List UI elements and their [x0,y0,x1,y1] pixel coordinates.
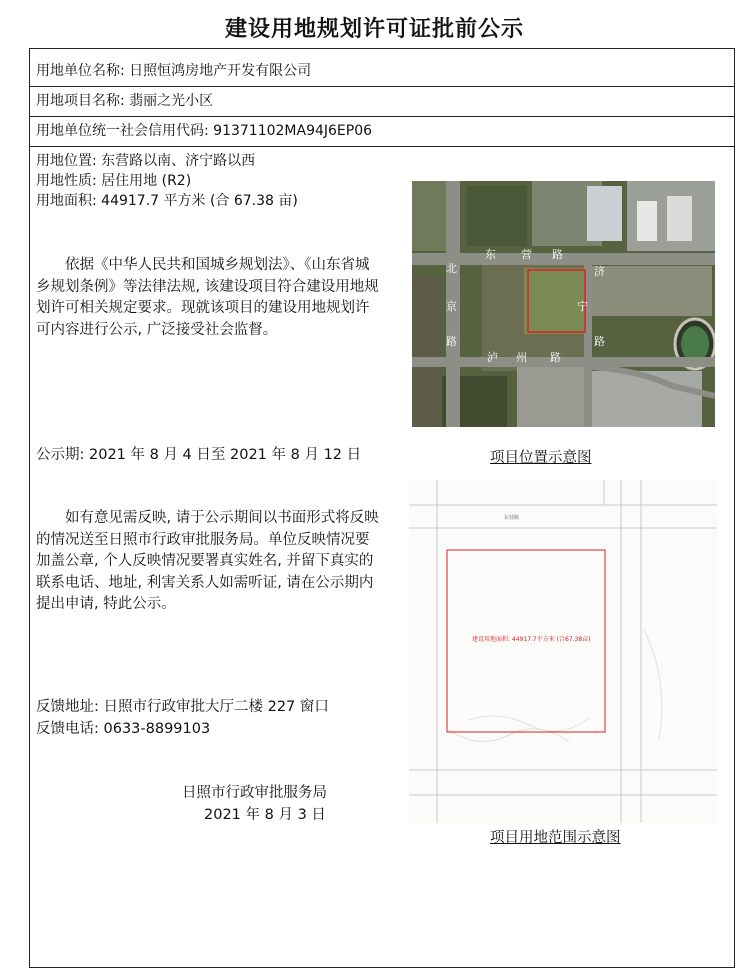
site-plan-caption: 项目用地范围示意图 [490,830,621,846]
divider [29,116,735,117]
divider [29,86,735,87]
site-location: 用地位置: 东营路以南、济宁路以西 [36,153,256,169]
notice-period: 公示期: 2021 年 8 月 4 日至 2021 年 8 月 12 日 [36,447,362,463]
satellite-image [412,181,715,427]
road-label: 宁 [577,300,588,313]
page-title: 建设用地规划许可证批前公示 [224,17,524,42]
objection-paragraph: 如有意见需反映, 请于公示期间以书面形式将反映的情况送至日照市行政审批服务局。单位反映情况要加盖公章, 个人反映情况要署真实姓名, 并留下真实的联系电话、地址, 利害关系人如需听证, 请在公示期内提出申请, 特此公示。 [36,510,379,612]
road-label: 路 [594,335,605,348]
road-label: 东 [485,248,496,261]
site-plan-drawing [409,480,717,823]
location-map-caption: 项目位置示意图 [490,450,592,466]
land-use-type: 用地性质: 居住用地 (R2) [36,173,192,189]
credit-code: 用地单位统一社会信用代码: 91371102MA94J6EP06 [36,123,373,139]
road-label: 州 [516,351,527,364]
road-label: 京 [446,300,457,313]
applicant-name: 用地单位名称: 日照恒鸿房地产开发有限公司 [36,63,312,79]
project-name: 用地项目名称: 翡丽之光小区 [36,93,214,109]
road-label: 东营路 [504,515,520,521]
feedback-address: 反馈地址: 日照市行政审批大厅二楼 227 窗口 [36,699,329,715]
feedback-phone: 反馈电话: 0633-8899103 [36,721,211,737]
site-area-label: 建设用地面积: 44917.7平方米 (合67.38亩) [472,636,591,643]
legal-basis-paragraph: 依据《中华人民共和国城乡规划法》、《山东省城乡规划条例》等法律法规, 该建设项目符合建设用地规划许可相关规定要求。现就该项目的建设用地规划许可内容进行公示, 广泛接受社会监督。 [36,257,379,338]
divider [29,146,735,147]
road-label: 营 [521,248,532,261]
issuing-authority: 日照市行政审批服务局 [182,785,327,801]
road-label: 路 [550,351,561,364]
site-plan [409,480,717,823]
road-label: 泸 [487,351,498,364]
road-label: 路 [446,335,457,348]
site-area: 用地面积: 44917.7 平方米 (合 67.38 亩) [36,193,298,209]
issue-date: 2021 年 8 月 3 日 [204,807,326,823]
road-label: 济 [594,265,605,278]
location-map [412,181,715,427]
road-label: 路 [552,248,563,261]
road-label: 北 [446,262,457,275]
